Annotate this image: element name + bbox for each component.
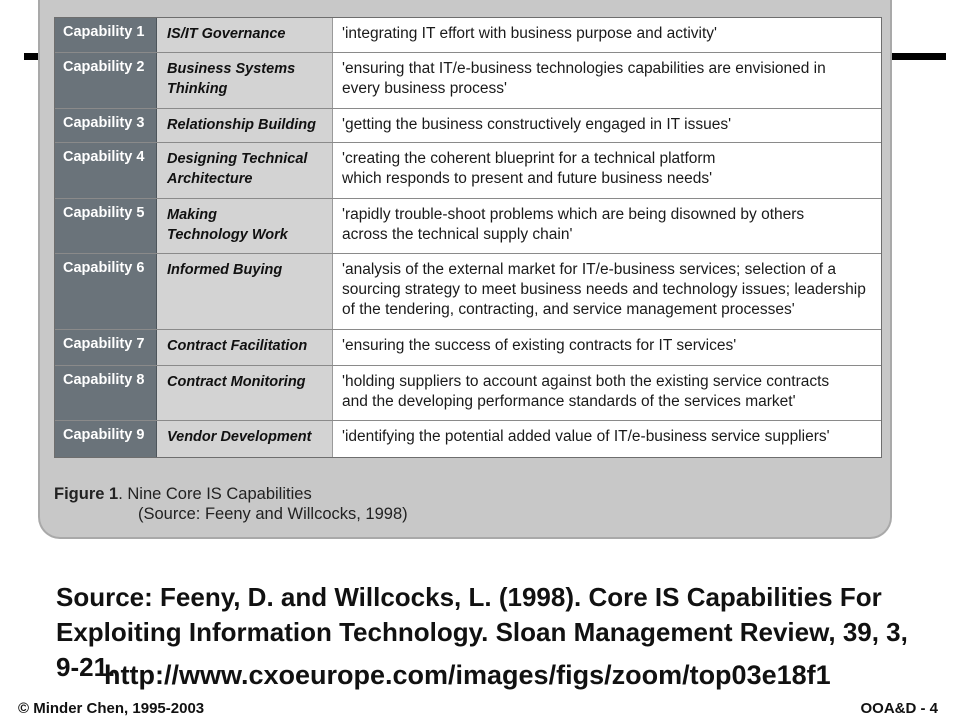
capability-description: 'integrating IT effort with business purpose and activity' xyxy=(333,18,881,52)
capability-number: Capability 7 xyxy=(55,330,157,365)
table-row xyxy=(55,329,881,365)
slide-number: OOA&D - 4 xyxy=(860,700,938,717)
table-row xyxy=(55,365,881,420)
figure-source: (Source: Feeny and Willcocks, 1998) xyxy=(138,505,408,523)
capability-name: Designing Technical Architecture xyxy=(157,143,333,198)
capability-number: Capability 9 xyxy=(55,421,157,457)
capability-number: Capability 3 xyxy=(55,109,157,142)
capability-description: 'analysis of the external market for IT/e-business services; selection of a sourcing strategy to meet business needs and technology issues; leadership of the tendering, contracting, and service management processes' xyxy=(333,254,881,329)
capability-name: Vendor Development xyxy=(157,421,333,457)
capability-number: Capability 1 xyxy=(55,18,157,52)
copyright-footer: © Minder Chen, 1995-2003 xyxy=(18,700,205,717)
capability-name: Relationship Building xyxy=(157,109,333,142)
capability-description: 'ensuring the success of existing contracts for IT services' xyxy=(333,330,881,365)
capability-name: Contract Monitoring xyxy=(157,366,333,420)
table-row xyxy=(55,142,881,198)
figure-label: Figure 1 xyxy=(54,485,119,503)
capability-name: Making Technology Work xyxy=(157,199,333,253)
capability-number: Capability 6 xyxy=(55,254,157,329)
capability-description: 'rapidly trouble-shoot problems which are being disowned by others across the technical supply chain' xyxy=(333,199,881,253)
figure-title: . Nine Core IS Capabilities xyxy=(118,485,312,503)
capabilities-table xyxy=(54,17,882,458)
capability-name: IS/IT Governance xyxy=(157,18,333,52)
table-row xyxy=(55,18,881,52)
capability-description: 'creating the coherent blueprint for a technical platform which responds to present and future business needs' xyxy=(333,143,881,198)
capability-description: 'identifying the potential added value of IT/e-business service suppliers' xyxy=(333,421,881,457)
capability-description: 'ensuring that IT/e-business technologies capabilities are envisioned in every business process' xyxy=(333,53,881,108)
capability-name: Informed Buying xyxy=(157,254,333,329)
table-row xyxy=(55,253,881,329)
capability-description: 'holding suppliers to account against both the existing service contracts and the developing performance standards of the services market' xyxy=(333,366,881,420)
source-citation: Source: Feeny, D. and Willcocks, L. (1998). Core IS Capabilities For Exploiting Information Technology. Sloan Management Review, 39, 3, 9-21. xyxy=(56,582,908,682)
capability-number: Capability 5 xyxy=(55,199,157,253)
source-url: http://www.cxoeurope.com/images/figs/zoom/top03e18f1 xyxy=(104,660,831,690)
capability-description: 'getting the business constructively engaged in IT issues' xyxy=(333,109,881,142)
table-row xyxy=(55,108,881,142)
capability-number: Capability 2 xyxy=(55,53,157,108)
table-row xyxy=(55,52,881,108)
capability-number: Capability 4 xyxy=(55,143,157,198)
table-row xyxy=(55,420,881,457)
capability-name: Business Systems Thinking xyxy=(157,53,333,108)
capability-number: Capability 8 xyxy=(55,366,157,420)
table-row xyxy=(55,198,881,253)
capability-name: Contract Facilitation xyxy=(157,330,333,365)
figure-caption xyxy=(54,484,408,524)
title-rule-right xyxy=(890,53,946,60)
capabilities-figure xyxy=(38,0,892,539)
